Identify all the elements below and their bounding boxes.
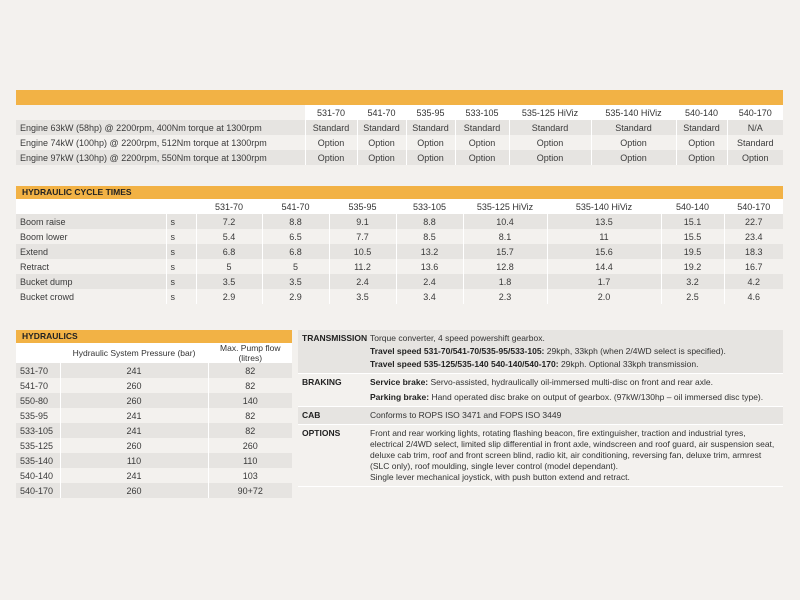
engine-cell: Option [406,150,455,165]
braking-key: Parking brake: [370,392,430,402]
cycle-model: 540-170 [724,199,783,214]
engine-cell: Standard [455,120,509,135]
cycle-cell: 15.1 [661,214,724,229]
table-row [16,214,783,229]
spec-braking [298,374,783,407]
hydraulics-pressure: 110 [60,453,208,468]
specs-section [298,330,783,487]
transmission-line: Torque converter, 4 speed powershift gearbox. [370,333,545,343]
braking-line [370,377,779,388]
cycle-cell: 3.5 [196,274,262,289]
table-row [16,244,783,259]
cycle-cell: 19.2 [661,259,724,274]
cycle-cell: 11 [547,229,661,244]
hydraulics-flow: 90+72 [208,483,292,498]
cycle-cell: 3.5 [329,289,396,304]
cycle-row-label: Bucket crowd [16,289,166,304]
table-row [16,453,292,468]
spec-value [366,374,783,407]
hydraulics-model: 531-70 [16,363,60,378]
options-text: Front and rear working lights, rotating flashing beacon, fire extinguisher, traction and industrial tyres, electrical 2/4WD select, limited slip differential in front axle, windscreen and roof guard, air suspension seat, deluxe cab trim, roof and front screen blind, radio kit, air conditioning, reversing fan, deluxe trim, armrest (SLC only), roof moulding, single lever control (model dependant). [370,428,775,471]
engine-cell: Option [357,135,406,150]
table-row [16,363,292,378]
cycle-cell: 2.4 [329,274,396,289]
engine-blank-cell [16,105,305,120]
engine-model: 535-140 HiViz [591,105,676,120]
engine-cell: Standard [357,120,406,135]
cycle-model: 540-140 [661,199,724,214]
cycle-cell: 8.5 [396,229,463,244]
engine-cell: Option [509,135,591,150]
cycle-unit: s [166,289,196,304]
cycle-cell: 3.2 [661,274,724,289]
cycle-unit: s [166,259,196,274]
braking-line [370,392,779,403]
cycle-cell: 7.2 [196,214,262,229]
cycle-cell: 7.7 [329,229,396,244]
cycle-cell: 8.1 [463,229,547,244]
transmission-key: Travel speed 531-70/541-70/535-95/533-105: [370,346,545,356]
engine-cell: Option [676,150,727,165]
spec-label: TRANSMISSION [302,333,368,343]
engine-row-label: Engine 97kW (130hp) @ 2200rpm, 550Nm torque at 1300rpm [16,150,305,165]
cycle-unit: s [166,214,196,229]
table-row [16,378,292,393]
hydraulics-pressure: 241 [60,363,208,378]
cycle-model: 535-125 HiViz [463,199,547,214]
engine-cell: Standard [727,135,783,150]
cycle-cell: 10.4 [463,214,547,229]
hydraulics-model: 535-95 [16,408,60,423]
hydraulics-flow: 82 [208,423,292,438]
table-row [16,393,292,408]
hydraulics-model: 540-170 [16,483,60,498]
engine-cell: Standard [509,120,591,135]
hydraulics-pressure: 260 [60,438,208,453]
table-row [16,259,783,274]
specs-table [298,330,783,487]
engine-cell: Standard [676,120,727,135]
table-row [16,408,292,423]
spec-transmission [298,330,783,374]
cycle-cell: 1.7 [547,274,661,289]
cycle-cell: 4.2 [724,274,783,289]
hydraulics-header-row [16,343,292,363]
hydraulics-model: 550-80 [16,393,60,408]
transmission-key: Travel speed 535-125/535-140 540-140/540-170: [370,359,559,369]
engine-model: 535-125 HiViz [509,105,591,120]
transmission-value: 29kph. Optional 33kph transmission. [560,359,699,369]
cycle-unit: s [166,229,196,244]
table-row [16,135,783,150]
cycle-model: 541-70 [262,199,329,214]
hydraulics-pressure: 260 [60,378,208,393]
engine-model: 531-70 [305,105,357,120]
cycle-cell: 2.5 [661,289,724,304]
engine-model: 535-95 [406,105,455,120]
cycle-cell: 6.8 [196,244,262,259]
hydraulics-flow: 140 [208,393,292,408]
spec-options [298,425,783,487]
hydraulics-title: HYDRAULICS [16,330,292,343]
cycle-cell: 10.5 [329,244,396,259]
cycle-cell: 8.8 [396,214,463,229]
spec-value [366,330,783,374]
options-text: Single lever mechanical joystick, with push button extend and retract. [370,472,630,482]
table-row [16,229,783,244]
cycle-unit: s [166,274,196,289]
engine-cell: Option [305,150,357,165]
cycle-blank-cell [16,199,166,214]
cycle-cell: 5 [262,259,329,274]
cycle-models-row [16,199,783,214]
hydraulics-col-flow: Max. Pump flow (litres) [208,343,292,363]
cycle-row-label: Retract [16,259,166,274]
cycle-model: 533-105 [396,199,463,214]
hydraulics-model: 533-105 [16,423,60,438]
cycle-cell: 5.4 [196,229,262,244]
engine-cell: Option [455,150,509,165]
cycle-cell: 23.4 [724,229,783,244]
cycle-cell: 6.8 [262,244,329,259]
hydraulics-pressure: 260 [60,483,208,498]
cycle-cell: 13.5 [547,214,661,229]
cycle-cell: 22.7 [724,214,783,229]
braking-value: Hand operated disc brake on output of gearbox. (97kW/130hp – oil immersed disc type). [431,392,764,402]
cycle-cell: 2.9 [262,289,329,304]
hydraulics-flow: 82 [208,378,292,393]
cycle-cell: 14.4 [547,259,661,274]
engine-cell: Standard [305,120,357,135]
cycle-unit: s [166,244,196,259]
cycle-section [16,186,783,304]
cycle-cell: 2.0 [547,289,661,304]
engine-cell: Option [357,150,406,165]
engine-header-bar [16,90,783,105]
hydraulics-pressure: 241 [60,408,208,423]
cycle-cell: 13.2 [396,244,463,259]
transmission-line [370,359,779,370]
cycle-row-label: Bucket dump [16,274,166,289]
hydraulics-model: 535-140 [16,453,60,468]
cycle-cell: 9.1 [329,214,396,229]
cycle-cell: 18.3 [724,244,783,259]
spec-label: CAB [302,410,321,420]
cycle-cell: 4.6 [724,289,783,304]
cycle-row-label: Boom lower [16,229,166,244]
table-row [16,150,783,165]
engine-cell: Option [455,135,509,150]
cycle-cell: 6.5 [262,229,329,244]
hydraulics-model: 540-140 [16,468,60,483]
hydraulics-model: 541-70 [16,378,60,393]
cycle-cell: 15.5 [661,229,724,244]
braking-key: Service brake: [370,377,429,387]
cycle-cell: 8.8 [262,214,329,229]
transmission-value: 29kph, 33kph (when 2/4WD select is specified). [546,346,726,356]
engine-model: 540-170 [727,105,783,120]
spec-label: BRAKING [302,377,342,387]
cycle-cell: 2.4 [396,274,463,289]
cycle-cell: 2.3 [463,289,547,304]
engine-model: 541-70 [357,105,406,120]
hydraulics-section [16,330,292,498]
cycle-model: 535-95 [329,199,396,214]
table-row [16,468,292,483]
engine-cell: Option [676,135,727,150]
engine-cell: N/A [727,120,783,135]
engine-section [16,90,783,165]
engine-model: 540-140 [676,105,727,120]
table-row [16,438,292,453]
cycle-model: 535-140 HiViz [547,199,661,214]
table-row [16,289,783,304]
cycle-cell: 3.4 [396,289,463,304]
hydraulics-col-pressure: Hydraulic System Pressure (bar) [60,343,208,363]
engine-table [16,105,783,165]
cycle-cell: 19.5 [661,244,724,259]
hydraulics-pressure: 241 [60,423,208,438]
cycle-cell: 1.8 [463,274,547,289]
transmission-line [370,346,779,357]
engine-row-label: Engine 74kW (100hp) @ 2200rpm, 512Nm torque at 1300rpm [16,135,305,150]
spec-label: OPTIONS [302,428,341,438]
hydraulics-flow: 110 [208,453,292,468]
hydraulics-flow: 260 [208,438,292,453]
cycle-cell: 15.6 [547,244,661,259]
cycle-title: HYDRAULIC CYCLE TIMES [16,186,783,199]
hydraulics-pressure: 241 [60,468,208,483]
braking-value: Servo-assisted, hydraulically oil-immersed multi-disc on front and rear axle. [430,377,713,387]
cycle-cell: 16.7 [724,259,783,274]
cycle-cell: 2.9 [196,289,262,304]
cycle-cell: 13.6 [396,259,463,274]
engine-cell: Option [406,135,455,150]
engine-cell: Option [305,135,357,150]
cycle-cell: 3.5 [262,274,329,289]
table-row [16,120,783,135]
table-row [16,423,292,438]
hydraulics-pressure: 260 [60,393,208,408]
engine-cell: Standard [591,120,676,135]
engine-cell: Option [727,150,783,165]
engine-row-label: Engine 63kW (58hp) @ 2200rpm, 400Nm torque at 1300rpm [16,120,305,135]
hydraulics-table [16,343,292,498]
cycle-model: 531-70 [196,199,262,214]
hydraulics-model: 535-125 [16,438,60,453]
engine-models-row [16,105,783,120]
cycle-cell: 12.8 [463,259,547,274]
spec-value: Conforms to ROPS ISO 3471 and FOPS ISO 3449 [370,410,562,420]
engine-cell: Option [591,135,676,150]
cycle-cell: 5 [196,259,262,274]
engine-cell: Option [591,150,676,165]
hydraulics-flow: 82 [208,363,292,378]
engine-cell: Standard [406,120,455,135]
engine-cell: Option [509,150,591,165]
cycle-row-label: Boom raise [16,214,166,229]
engine-model: 533-105 [455,105,509,120]
cycle-cell: 11.2 [329,259,396,274]
cycle-table [16,199,783,304]
cycle-unit-blank [166,199,196,214]
hydraulics-flow: 82 [208,408,292,423]
cycle-row-label: Extend [16,244,166,259]
table-row [16,274,783,289]
cycle-cell: 15.7 [463,244,547,259]
spec-cab [298,407,783,425]
table-row [16,483,292,498]
hydraulics-flow: 103 [208,468,292,483]
spec-value [366,425,783,487]
hydraulics-blank-cell [16,343,60,363]
